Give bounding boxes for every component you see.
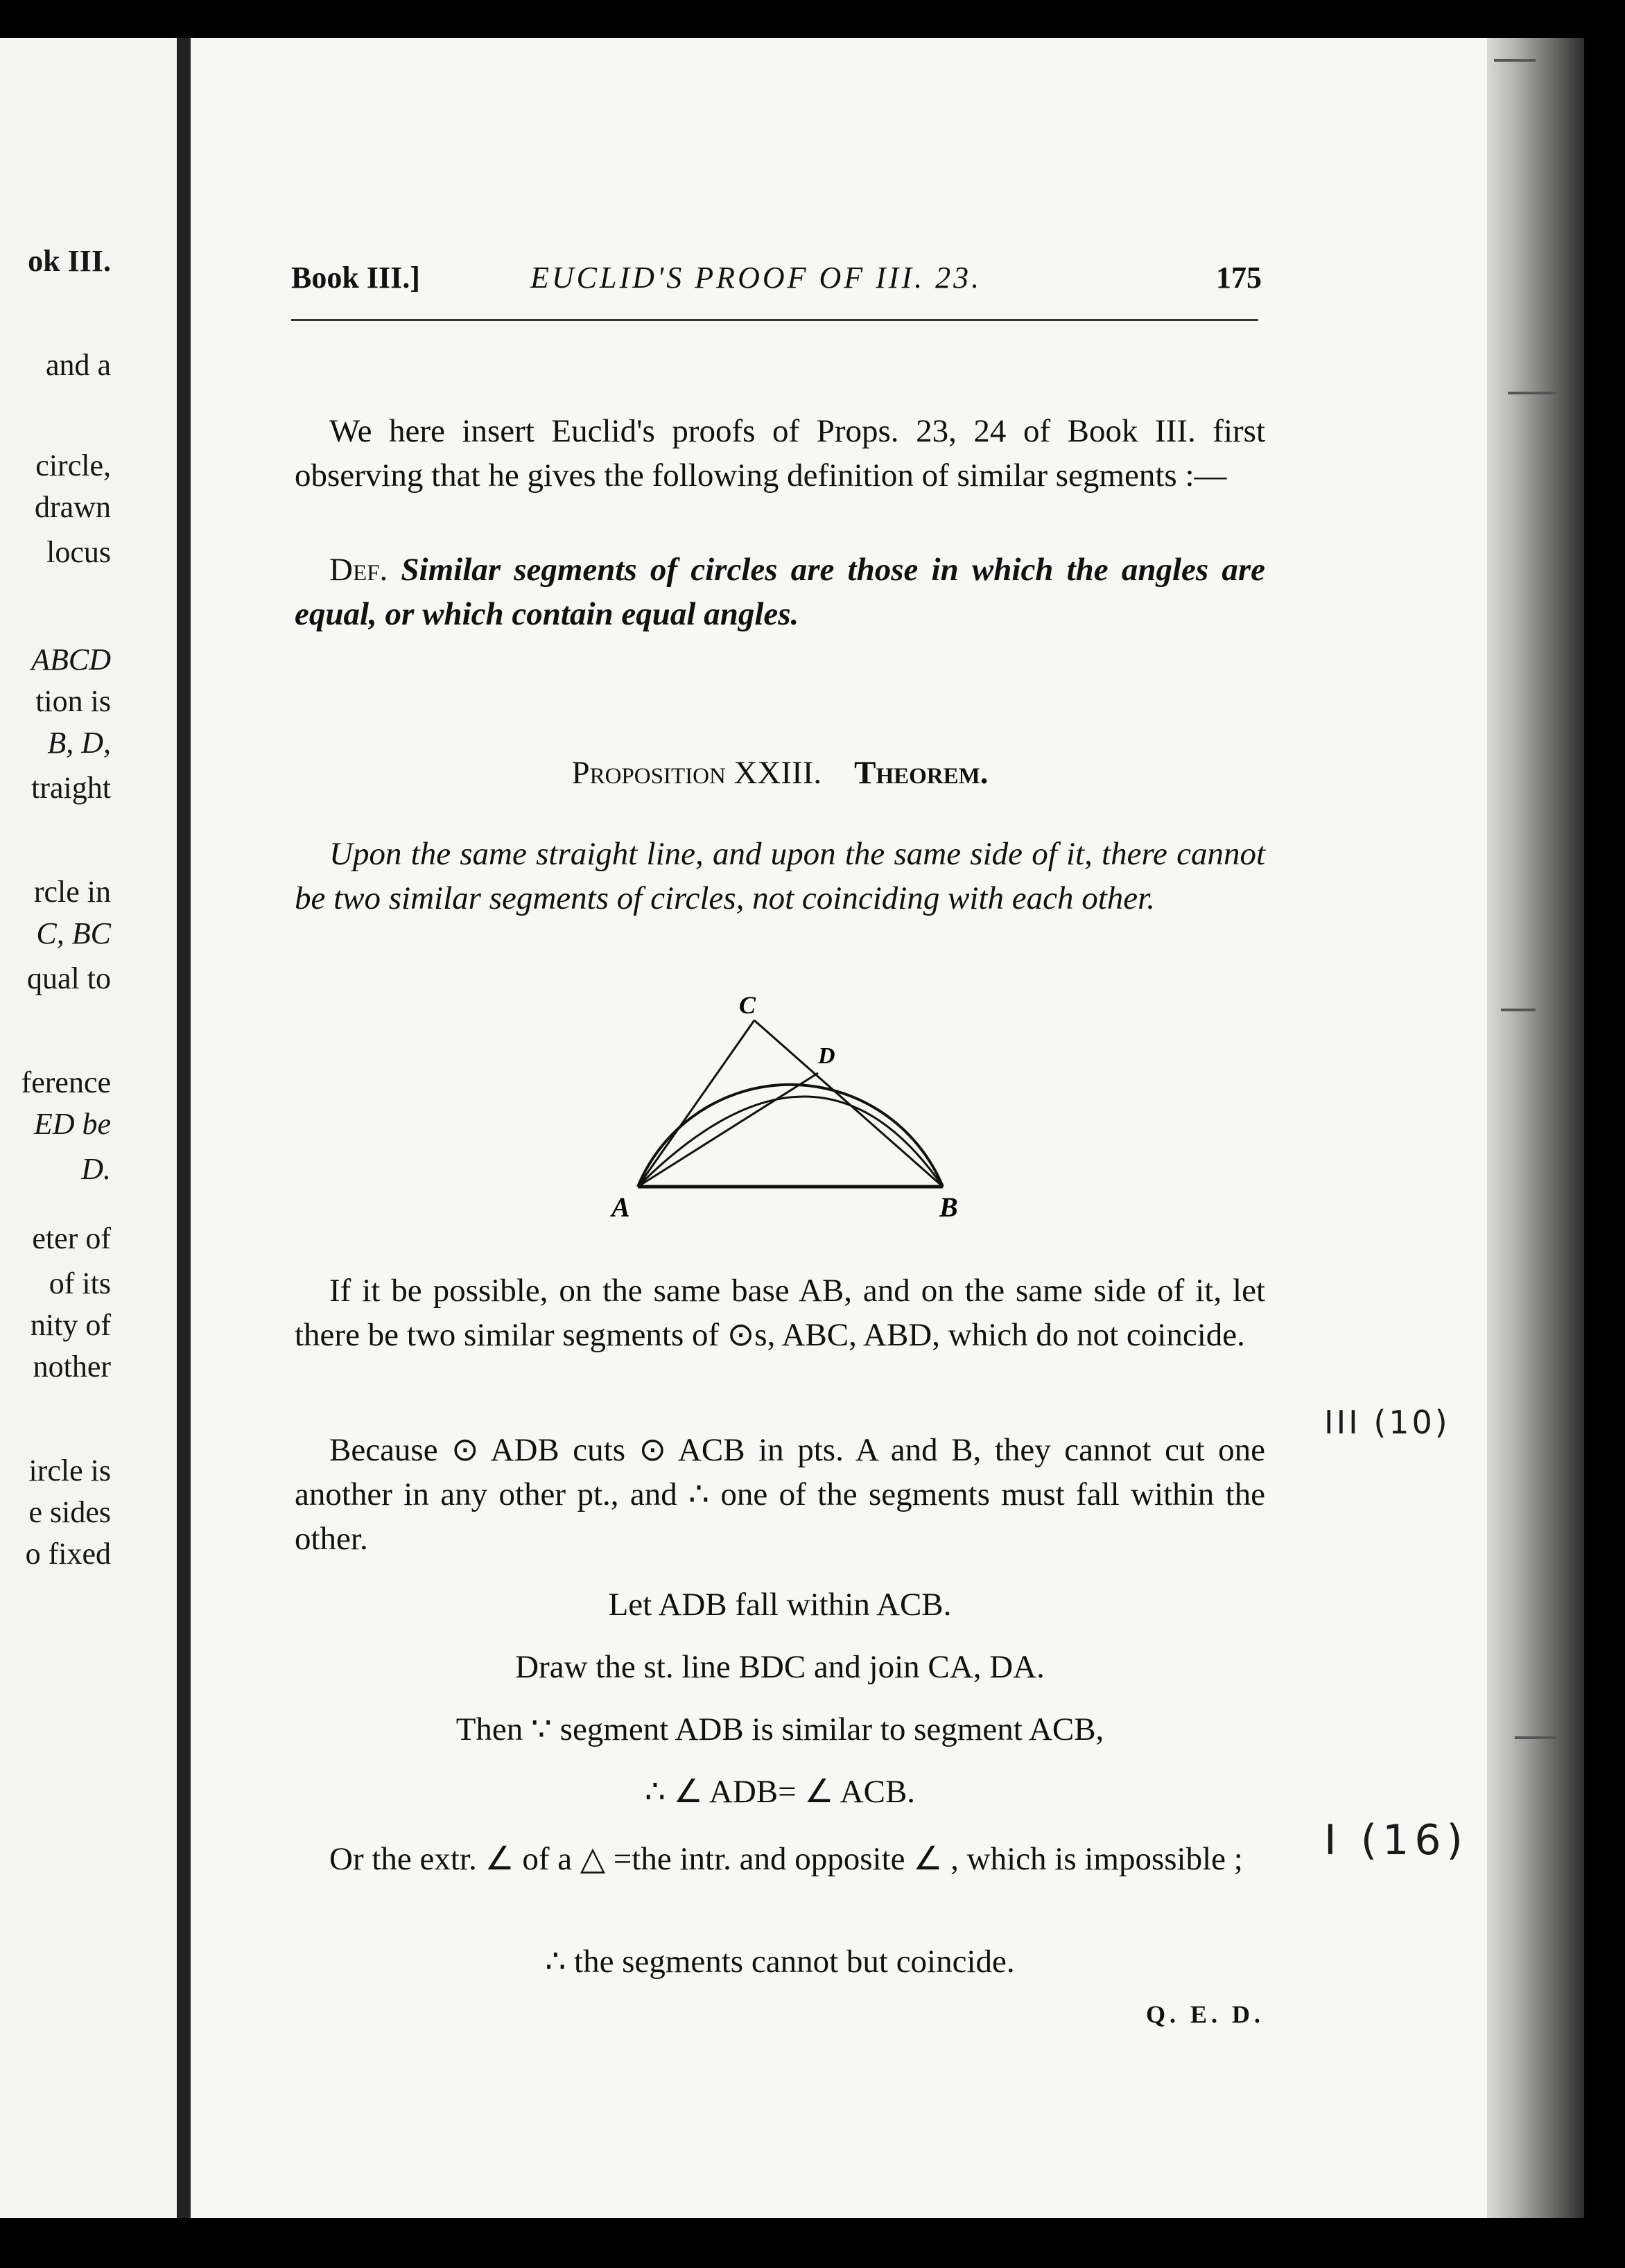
left-page-line: ABCD — [31, 643, 111, 677]
left-page-line: ference — [21, 1065, 111, 1099]
line-ca — [638, 1020, 754, 1187]
left-page-line: nother — [33, 1350, 111, 1384]
left-page-line: circle, — [35, 448, 111, 482]
header-rule — [291, 319, 1258, 321]
intro-paragraph: We here insert Euclid's proofs of Props. 23, 24 of Book III. first observing that he gives the following definition of similar segments :— — [295, 413, 1265, 494]
left-page-line: ok III. — [28, 244, 111, 278]
geometry-figure — [610, 991, 971, 1227]
left-page-line: ED be — [33, 1107, 111, 1141]
proposition-number: Proposition XXIII. — [571, 755, 822, 791]
page-number: 175 — [1216, 261, 1262, 295]
line-bdc — [754, 1020, 943, 1187]
left-page-line: D. — [81, 1152, 111, 1186]
edge-mark — [1508, 392, 1556, 394]
label-a: A — [611, 1192, 630, 1223]
proof-paragraph-1: If it be possible, on the same base AB, and on the same side of it, let there be two similar segments of ⊙s, ABC, ABD, which do not coincide. — [295, 1273, 1265, 1353]
left-page-line: ircle is — [28, 1454, 111, 1488]
edge-mark — [1515, 1736, 1556, 1739]
running-head-title: EUCLID'S PROOF OF III. 23. — [530, 261, 982, 295]
left-page-line: and a — [45, 348, 111, 382]
left-facing-page — [0, 38, 177, 2218]
label-b: B — [939, 1192, 958, 1223]
definition-text: Similar segments of circles are those in which the angles are equal, or which contain equal angles. — [295, 552, 1266, 632]
line-da — [638, 1073, 818, 1187]
page-edge — [1487, 38, 1584, 2218]
proposition-statement: Upon the same straight line, and upon the same side of it, there cannot be two similar segments of circles, not coinciding with each other. — [295, 836, 1265, 916]
left-page-line: o fixed — [25, 1537, 111, 1571]
edge-mark — [1494, 59, 1536, 62]
left-page-line: B, D, — [47, 726, 111, 760]
inner-arc-adb — [638, 1097, 943, 1187]
edge-mark — [1501, 1009, 1536, 1011]
running-head-book: Book III.] — [291, 261, 420, 295]
definition-paragraph — [295, 548, 1265, 636]
left-page-line: qual to — [27, 961, 111, 995]
left-page-line: C, BC — [36, 916, 111, 950]
left-page-line: locus — [46, 535, 111, 569]
proposition-heading — [295, 752, 1265, 794]
definition-label: Def. — [329, 552, 388, 588]
left-page-line: traight — [31, 771, 111, 805]
proof-line-1: Let ADB fall within ACB. — [608, 1587, 952, 1623]
left-page-line: nity of — [30, 1308, 111, 1342]
proof-conclusion: ∴ the segments cannot but coincide. — [545, 1944, 1015, 1980]
left-page-line: of its — [49, 1266, 111, 1300]
left-page-line: eter of — [32, 1221, 111, 1255]
proposition-kind: Theorem. — [854, 755, 989, 791]
handwritten-annotation-2: I (16) — [1324, 1816, 1468, 1865]
left-page-line: rcle in — [33, 875, 111, 909]
proof-line-2: Draw the st. line BDC and join CA, DA. — [515, 1649, 1045, 1685]
proof-line-4: ∴ ∠ ADB= ∠ ACB. — [644, 1774, 916, 1810]
left-page-line: tion is — [35, 684, 111, 718]
label-c: C — [739, 991, 756, 1019]
proof-paragraph-3: Or the extr. ∠ of a △ =the intr. and opposite ∠ , which is impossible ; — [329, 1841, 1243, 1877]
left-page-line: e sides — [28, 1495, 111, 1529]
book-gutter — [177, 38, 191, 2218]
proof-paragraph-2: Because ⊙ ADB cuts ⊙ ACB in pts. A and B, they cannot cut one another in any other pt., and ∴ one of the segments must fall within the other. — [295, 1432, 1265, 1557]
proof-line-3: Then ∵ segment ADB is similar to segment ACB, — [455, 1711, 1104, 1747]
running-head — [291, 260, 1262, 308]
qed-mark: Q. E. D. — [1145, 2000, 1265, 2028]
label-d: D — [818, 1043, 835, 1069]
handwritten-annotation-1: III (10) — [1324, 1404, 1450, 1441]
left-page-line: drawn — [35, 490, 111, 524]
